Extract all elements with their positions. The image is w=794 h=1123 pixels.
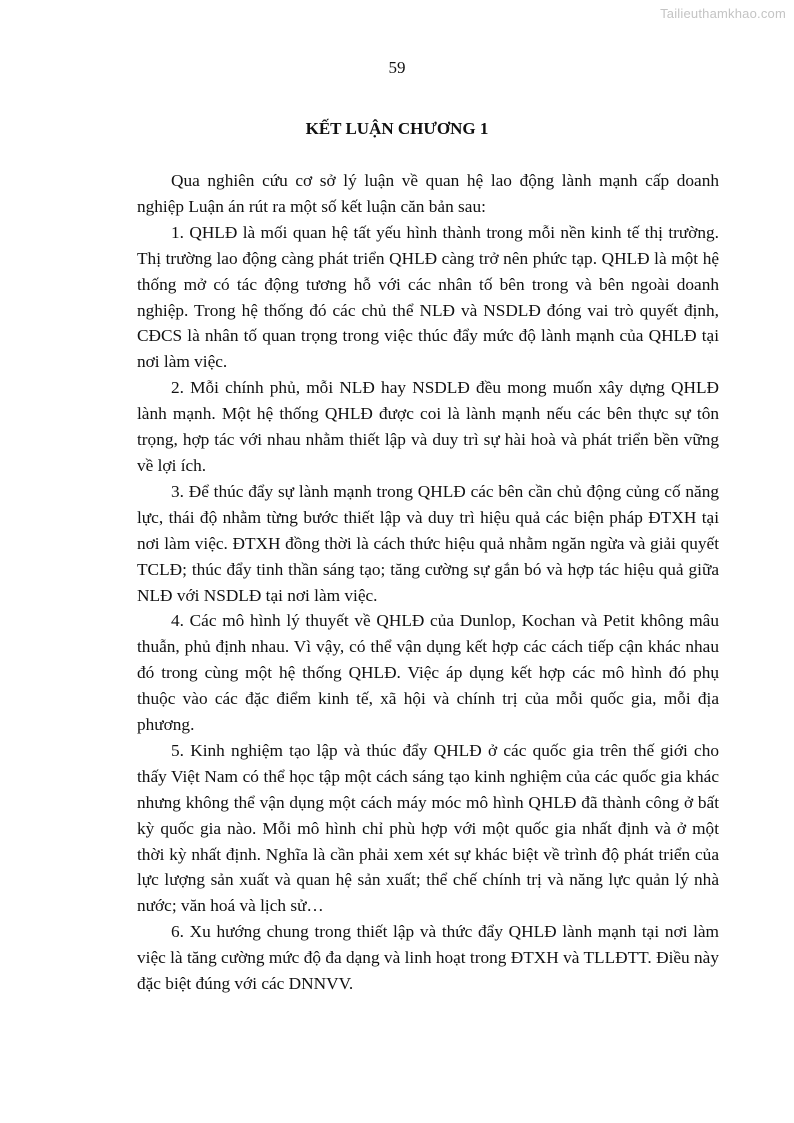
paragraph-conclusion-4: 4. Các mô hình lý thuyết về QHLĐ của Dunlop, Kochan và Petit không mâu thuẫn, phủ định nhau. Vì vậy, có thể vận dụng kết hợp các cách tiếp cận khác nhau đó trong cùng một hệ thống QHLĐ. Việc áp dụng kết hợp các mô hình đó phụ thuộc vào các đặc điểm kinh tế, xã hội và chính trị của mỗi quốc gia, mỗi địa phương. xyxy=(137,611,719,735)
paragraph-conclusion-1: 1. QHLĐ là mối quan hệ tất yếu hình thành trong mỗi nền kinh tế thị trường. Thị trường lao động càng phát triển QHLĐ càng trở nên phức tạp. QHLĐ là một hệ thống mở có tác động tương hỗ với các nhân tố bên trong và bên ngoài doanh nghiệp. Trong hệ thống đó các chủ thể NLĐ và NSDLĐ đóng vai trò quyết định, CĐCS là nhân tố quan trọng trong việc thúc đẩy mức độ lành mạnh của QHLĐ tại nơi làm việc. xyxy=(137,222,719,372)
paragraph-conclusion-5: 5. Kinh nghiệm tạo lập và thúc đẩy QHLĐ ở các quốc gia trên thế giới cho thấy Việt Nam có thể học tập một cách sáng tạo kinh nghiệm của các quốc gia khác nhưng không thể vận dụng một cách máy móc mô hình QHLĐ đã thành công ở bất kỳ quốc gia nào. Mỗi mô hình chỉ phù hợp với một quốc gia nhất định và ở một thời kỳ nhất định. Nghĩa là cần phải xem xét sự khác biệt về trình độ phát triển của lực lượng sản xuất và quan hệ sản xuất; thể chế chính trị và năng lực quản lý nhà nước; văn hoá và lịch sử… xyxy=(137,740,719,916)
paragraph-conclusion-3: 3. Để thúc đẩy sự lành mạnh trong QHLĐ các bên cần chủ động củng cố năng lực, thái độ nhằm từng bước thiết lập và duy trì hiệu quả các biện pháp ĐTXH tại nơi làm việc. ĐTXH đồng thời là cách thức hiệu quả nhằm ngăn ngừa và giải quyết TCLĐ; thúc đẩy tinh thần sáng tạo; tăng cường sự gắn bó và hợp tác hiệu quả giữa NLĐ với NSDLĐ tại nơi làm việc. xyxy=(137,481,719,605)
paragraph-conclusion-6: 6. Xu hướng chung trong thiết lập và thức đẩy QHLĐ lành mạnh tại nơi làm việc là tăng cường mức độ đa dạng và linh hoạt trong ĐTXH và TLLĐTT. Điều này đặc biệt đúng với các DNNVV. xyxy=(137,922,719,994)
chapter-title: KẾT LUẬN CHƯƠNG 1 xyxy=(305,119,489,138)
page-number: 59 xyxy=(388,58,406,77)
body-text xyxy=(137,168,719,997)
paragraph-conclusion-2: 2. Mỗi chính phủ, mỗi NLĐ hay NSDLĐ đều mong muốn xây dựng QHLĐ lành mạnh. Một hệ thống QHLĐ được coi là lành mạnh nếu các bên thực sự tôn trọng, hợp tác với nhau nhằm thiết lập và duy trì sự hài hoà và phát triển bền vững về lợi ích. xyxy=(137,378,719,475)
paragraph-intro: Qua nghiên cứu cơ sở lý luận về quan hệ lao động lành mạnh cấp doanh nghiệp Luận án rút ra một số kết luận căn bản sau: xyxy=(137,171,719,216)
watermark: Tailieuthamkhao.com xyxy=(660,6,786,21)
